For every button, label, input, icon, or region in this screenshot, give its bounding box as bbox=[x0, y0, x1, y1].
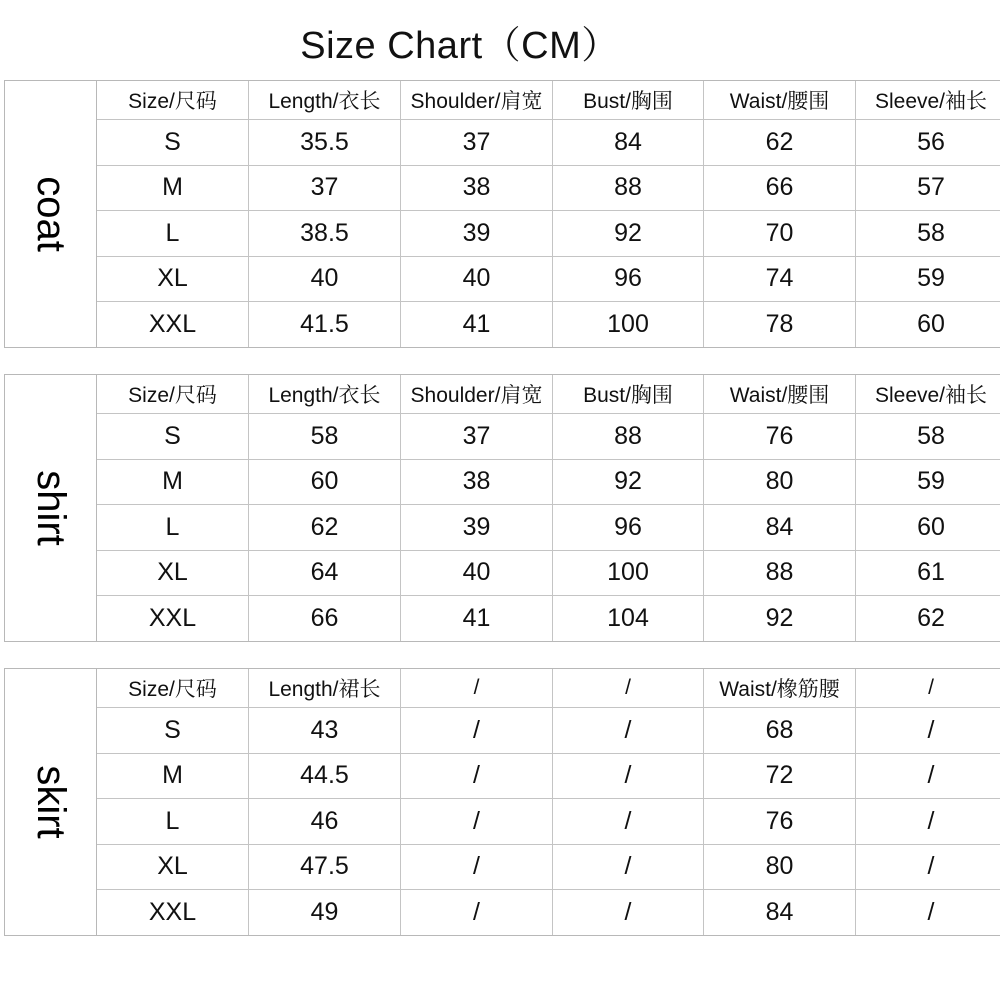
table-cell: 72 bbox=[704, 753, 856, 799]
column-header: Waist/腰围 bbox=[704, 375, 856, 414]
table-cell: / bbox=[856, 799, 1000, 845]
table-cell: 38 bbox=[401, 459, 553, 505]
table-cell: 80 bbox=[704, 459, 856, 505]
table-cell: 88 bbox=[553, 165, 704, 211]
table-cell: 41 bbox=[401, 302, 553, 347]
size-cell: L bbox=[97, 799, 249, 845]
column-header: Size/尺码 bbox=[97, 669, 249, 708]
table-cell: 47.5 bbox=[249, 844, 401, 890]
table-cell: / bbox=[401, 708, 553, 754]
table-cell: / bbox=[401, 753, 553, 799]
table-cell: 40 bbox=[249, 256, 401, 302]
table-cell: / bbox=[927, 897, 935, 926]
table-cell: / bbox=[553, 844, 704, 890]
header-row bbox=[97, 375, 1000, 414]
skirt-size-table bbox=[4, 668, 1000, 936]
table-row bbox=[97, 120, 1000, 166]
table-row bbox=[97, 708, 1000, 754]
table-cell: 68 bbox=[704, 708, 856, 754]
table-cell: 56 bbox=[856, 120, 1000, 166]
table-cell: 92 bbox=[704, 596, 856, 641]
table-row bbox=[97, 844, 1000, 890]
size-cell: S bbox=[97, 414, 249, 460]
table-row bbox=[97, 302, 1000, 347]
size-cell: S bbox=[97, 120, 249, 166]
header-row bbox=[97, 669, 1000, 708]
table-cell: 74 bbox=[704, 256, 856, 302]
column-header: Waist/橡筋腰 bbox=[704, 669, 856, 708]
table-row bbox=[97, 753, 1000, 799]
table-row bbox=[97, 799, 1000, 845]
table-cell: 43 bbox=[249, 708, 401, 754]
column-header: Length/衣长 bbox=[249, 81, 401, 120]
table-cell: 40 bbox=[401, 550, 553, 596]
table-cell: 38 bbox=[401, 165, 553, 211]
table-cell: 35.5 bbox=[249, 120, 401, 166]
table-row bbox=[97, 256, 1000, 302]
table-row bbox=[97, 596, 1000, 641]
table-cell: 37 bbox=[249, 165, 401, 211]
table-label: shirt bbox=[28, 470, 73, 546]
table-cell: 37 bbox=[401, 414, 553, 460]
table-cell: 39 bbox=[401, 211, 553, 257]
table-cell: 58 bbox=[856, 211, 1000, 257]
column-header: Bust/胸围 bbox=[553, 81, 704, 120]
table-cell: / bbox=[553, 753, 704, 799]
table-cell: 64 bbox=[249, 550, 401, 596]
table-cell: 39 bbox=[401, 505, 553, 551]
table-cell: 49 bbox=[249, 890, 401, 935]
column-header: Shoulder/肩宽 bbox=[401, 375, 553, 414]
table-cell: 78 bbox=[704, 302, 856, 347]
table-cell: 58 bbox=[856, 414, 1000, 460]
table-label: coat bbox=[28, 176, 73, 252]
size-grid bbox=[97, 375, 1000, 641]
size-cell: S bbox=[97, 708, 249, 754]
size-cell: XL bbox=[97, 550, 249, 596]
column-header: / bbox=[401, 669, 553, 708]
table-cell: 100 bbox=[553, 550, 704, 596]
page-title: Size Chart（CM） bbox=[300, 25, 620, 67]
column-header: Length/衣长 bbox=[249, 375, 401, 414]
table-label-cell bbox=[5, 375, 97, 641]
table-cell: 84 bbox=[553, 120, 704, 166]
size-cell: M bbox=[97, 753, 249, 799]
size-cell: L bbox=[97, 505, 249, 551]
table-cell: 46 bbox=[249, 799, 401, 845]
column-header: Shoulder/肩宽 bbox=[401, 81, 553, 120]
table-cell: 61 bbox=[856, 550, 1000, 596]
table-cell: 37 bbox=[401, 120, 553, 166]
table-cell: / bbox=[401, 799, 553, 845]
table-cell: 84 bbox=[704, 890, 856, 935]
column-header: Sleeve/袖长 bbox=[856, 81, 1000, 120]
table-cell: 60 bbox=[856, 505, 1000, 551]
table-cell: / bbox=[401, 844, 553, 890]
table-cell: 60 bbox=[249, 459, 401, 505]
table-cell: 88 bbox=[704, 550, 856, 596]
table-cell: 41.5 bbox=[249, 302, 401, 347]
column-header: Bust/胸围 bbox=[553, 375, 704, 414]
table-cell: / bbox=[553, 799, 704, 845]
table-cell: 62 bbox=[704, 120, 856, 166]
size-cell: XXL bbox=[97, 890, 249, 935]
column-header: / bbox=[553, 669, 704, 708]
table-cell: / bbox=[856, 708, 1000, 754]
size-cell: L bbox=[97, 211, 249, 257]
table-cell: 70 bbox=[704, 211, 856, 257]
column-header: Length/裙长 bbox=[249, 669, 401, 708]
table-cell: 62 bbox=[249, 505, 401, 551]
table-cell: 76 bbox=[704, 799, 856, 845]
table-cell: / bbox=[553, 708, 704, 754]
column-header: Size/尺码 bbox=[97, 375, 249, 414]
table-cell: 59 bbox=[856, 459, 1000, 505]
table-cell: / bbox=[401, 890, 553, 935]
table-cell: 66 bbox=[249, 596, 401, 641]
table-cell: 104 bbox=[553, 596, 704, 641]
table-cell: 58 bbox=[249, 414, 401, 460]
table-cell: 41 bbox=[401, 596, 553, 641]
table-cell: 38.5 bbox=[249, 211, 401, 257]
table-row bbox=[97, 890, 1000, 935]
table-cell: 62 bbox=[917, 603, 945, 632]
column-header: / bbox=[856, 669, 1000, 708]
table-cell: 80 bbox=[704, 844, 856, 890]
table-row bbox=[97, 414, 1000, 460]
column-header: Size/尺码 bbox=[97, 81, 249, 120]
table-cell: 40 bbox=[401, 256, 553, 302]
header-row bbox=[97, 81, 1000, 120]
table-row bbox=[97, 459, 1000, 505]
size-cell: XXL bbox=[97, 302, 249, 347]
table-cell: 92 bbox=[553, 459, 704, 505]
table-cell: 92 bbox=[553, 211, 704, 257]
table-cell: 100 bbox=[553, 302, 704, 347]
table-cell: 59 bbox=[856, 256, 1000, 302]
size-cell: M bbox=[97, 165, 249, 211]
column-header: Sleeve/袖长 bbox=[856, 375, 1000, 414]
shirt-size-table bbox=[4, 374, 1000, 642]
size-grid bbox=[97, 669, 1000, 935]
table-label: skirt bbox=[28, 765, 73, 839]
table-cell: / bbox=[856, 844, 1000, 890]
table-row bbox=[97, 165, 1000, 211]
table-row bbox=[97, 550, 1000, 596]
size-cell: M bbox=[97, 459, 249, 505]
column-header: Waist/腰围 bbox=[704, 81, 856, 120]
table-cell: 66 bbox=[704, 165, 856, 211]
table-cell: 57 bbox=[856, 165, 1000, 211]
table-cell: 76 bbox=[704, 414, 856, 460]
table-cell: / bbox=[553, 890, 704, 935]
table-label-cell bbox=[5, 669, 97, 935]
coat-size-table bbox=[4, 80, 1000, 348]
table-cell: 96 bbox=[553, 505, 704, 551]
table-cell: 84 bbox=[704, 505, 856, 551]
size-cell: XL bbox=[97, 844, 249, 890]
table-cell: 96 bbox=[553, 256, 704, 302]
table-cell: / bbox=[856, 753, 1000, 799]
table-cell: 60 bbox=[917, 309, 945, 338]
size-cell: XXL bbox=[97, 596, 249, 641]
size-cell: XL bbox=[97, 256, 249, 302]
table-row bbox=[97, 211, 1000, 257]
table-label-cell bbox=[5, 81, 97, 347]
table-cell: 44.5 bbox=[249, 753, 401, 799]
table-row bbox=[97, 505, 1000, 551]
table-cell: 88 bbox=[553, 414, 704, 460]
size-grid bbox=[97, 81, 1000, 347]
